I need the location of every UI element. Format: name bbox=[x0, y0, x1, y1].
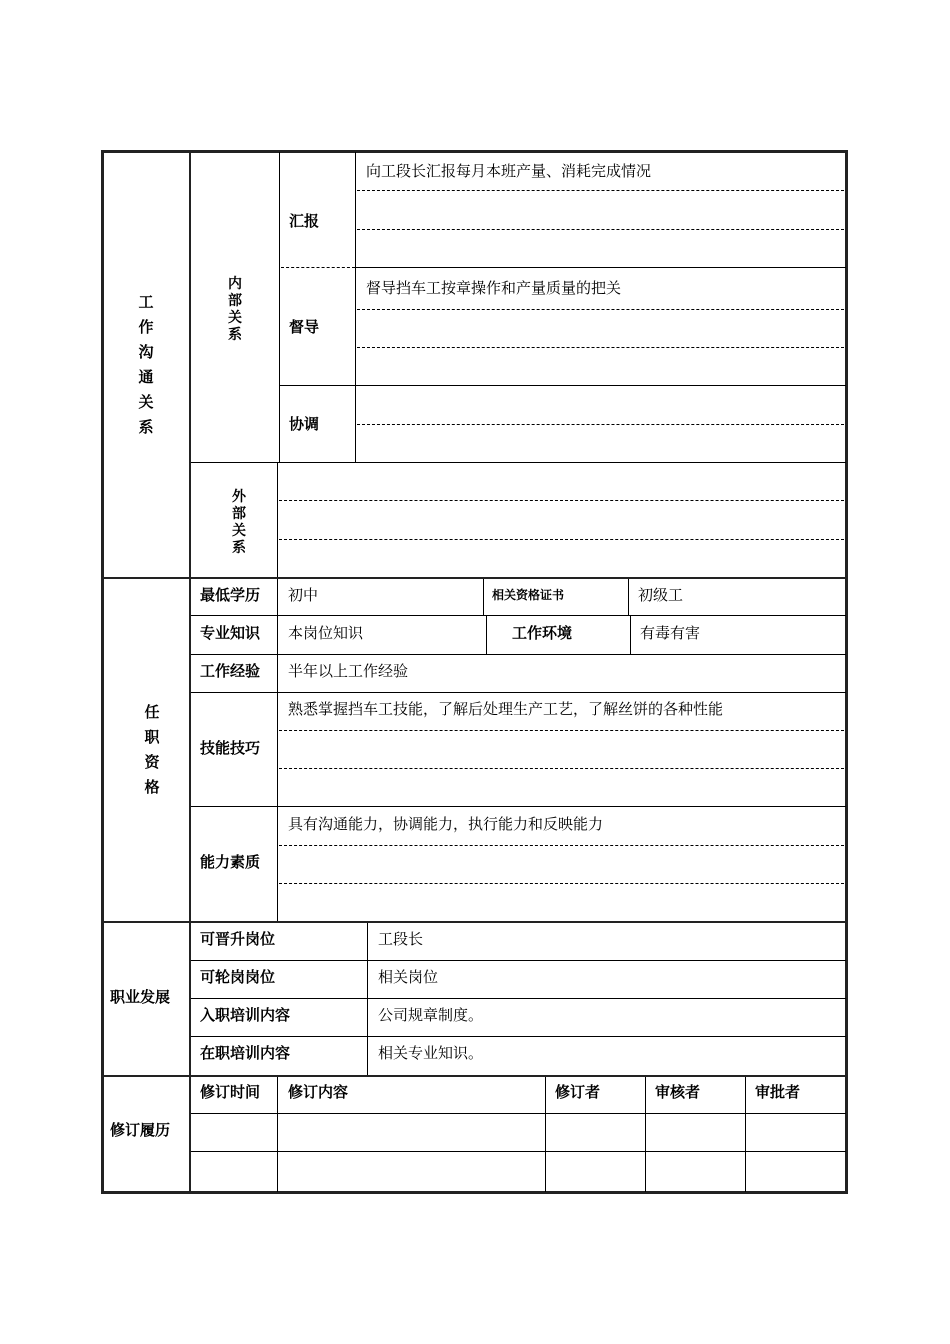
revision-header-reviewer: 审核者 bbox=[655, 1082, 701, 1101]
knowledge-label: 专业知识 bbox=[200, 623, 261, 642]
revision-header-content: 修订内容 bbox=[288, 1082, 349, 1101]
onboarding-label: 入职培训内容 bbox=[200, 1005, 291, 1024]
coordinate-label: 协调 bbox=[289, 414, 320, 433]
experience-label: 工作经验 bbox=[200, 661, 261, 680]
certificate-value: 初级工 bbox=[638, 585, 684, 604]
report-text: 向工段长汇报每月本班产量、消耗完成情况 bbox=[366, 161, 652, 180]
experience-value: 半年以上工作经验 bbox=[288, 661, 409, 680]
supervise-label: 督导 bbox=[289, 317, 320, 336]
abilities-value: 具有沟通能力，协调能力，执行能力和反映能力 bbox=[288, 814, 604, 833]
min-education-value: 初中 bbox=[288, 585, 319, 604]
onboarding-value: 公司规章制度。 bbox=[378, 1005, 484, 1024]
promotion-value: 工段长 bbox=[378, 929, 424, 948]
internal-relations-title: 内 部 关 系 bbox=[228, 276, 242, 343]
revision-header-reviser: 修订者 bbox=[555, 1082, 601, 1101]
external-relations-title: 外 部 关 系 bbox=[232, 488, 246, 556]
certificate-label: 相关资格证书 bbox=[492, 587, 565, 602]
section-title-communication: 工 作 沟 通 关 系 bbox=[138, 292, 154, 436]
rotation-value: 相关岗位 bbox=[378, 967, 439, 986]
section-title-qualification: 任 职 资 格 bbox=[144, 703, 160, 796]
section-title-career: 职业发展 bbox=[110, 987, 171, 1006]
section-title-revision: 修订履历 bbox=[110, 1120, 171, 1139]
min-education-label: 最低学历 bbox=[200, 585, 261, 604]
abilities-label: 能力素质 bbox=[200, 852, 261, 871]
promotion-label: 可晋升岗位 bbox=[200, 929, 276, 948]
report-label: 汇报 bbox=[289, 211, 320, 230]
skills-label: 技能技巧 bbox=[200, 738, 261, 757]
knowledge-value: 本岗位知识 bbox=[288, 623, 364, 642]
environment-label: 工作环境 bbox=[512, 623, 573, 642]
skills-value: 熟悉掌握挡车工技能，了解后处理生产工艺，了解丝饼的各种性能 bbox=[288, 699, 724, 718]
revision-header-time: 修订时间 bbox=[200, 1082, 261, 1101]
supervise-text: 督导挡车工按章操作和产量质量的把关 bbox=[366, 278, 622, 297]
inservice-value: 相关专业知识。 bbox=[378, 1043, 484, 1062]
rotation-label: 可轮岗岗位 bbox=[200, 967, 276, 986]
environment-value: 有毒有害 bbox=[640, 623, 701, 642]
revision-header-approver: 审批者 bbox=[755, 1082, 801, 1101]
inservice-label: 在职培训内容 bbox=[200, 1043, 291, 1062]
